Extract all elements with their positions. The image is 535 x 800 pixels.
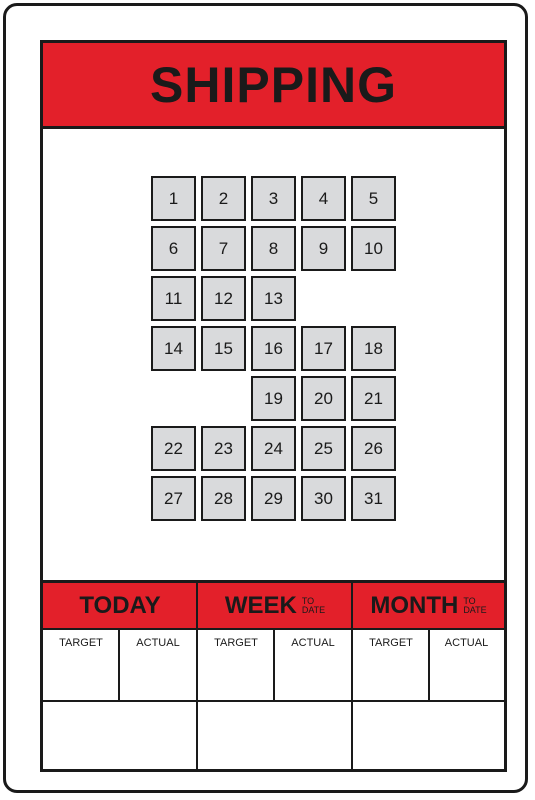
section-week-cells (198, 630, 352, 702)
section-week-label: WEEK (224, 591, 297, 619)
calendar-day: 24 (251, 426, 296, 471)
month-to-label: TO (463, 595, 476, 606)
month-date-label: DATE (463, 604, 487, 615)
calendar-day: 28 (201, 476, 246, 521)
calendar-day: 21 (351, 376, 396, 421)
today-actual-label: ACTUAL (136, 637, 180, 649)
calendar-day: 11 (151, 276, 196, 321)
section-today-label: TODAY (79, 591, 161, 619)
calendar-day: 2 (201, 176, 246, 221)
calendar-day: 12 (201, 276, 246, 321)
week-actual-label: ACTUAL (291, 637, 335, 649)
calendar-day: 25 (301, 426, 346, 471)
calendar-day: 23 (201, 426, 246, 471)
week-to-date-note (302, 597, 325, 615)
month-target-label: TARGET (369, 637, 413, 649)
month-actual-label: ACTUAL (444, 637, 489, 649)
calendar-day: 15 (201, 326, 246, 371)
month-to-date-note (463, 597, 486, 615)
calendar-day: 16 (251, 326, 296, 371)
calendar-day: 4 (301, 176, 346, 221)
calendar-day: 9 (301, 226, 346, 271)
section-month-header (353, 583, 504, 630)
calendar-day: 19 (251, 376, 296, 421)
board-title: SHIPPING (150, 56, 397, 113)
today-target-label: TARGET (59, 637, 103, 649)
calendar-day: 3 (251, 176, 296, 221)
section-today-header (43, 583, 197, 630)
calendar-day: 5 (351, 176, 396, 221)
calendar-day: 7 (201, 226, 246, 271)
calendar-day: 6 (151, 226, 196, 271)
board-frame (40, 40, 507, 772)
shipping-board (3, 3, 528, 793)
calendar-day: 17 (301, 326, 346, 371)
section-month-label: MONTH (370, 591, 459, 619)
calendar-day: 29 (251, 476, 296, 521)
calendar-day: 14 (151, 326, 196, 371)
calendar-day: 22 (151, 426, 196, 471)
week-to-label: TO (301, 595, 315, 606)
section-week-header (198, 583, 352, 630)
week-target-label: TARGET (214, 637, 258, 649)
calendar-day: 1 (151, 176, 196, 221)
section-today (43, 583, 197, 769)
calendar-day: 13 (251, 276, 296, 321)
section-month (353, 583, 504, 769)
week-date-label: DATE (301, 604, 326, 615)
title-bar (43, 43, 504, 129)
calendar-day: 10 (351, 226, 396, 271)
calendar-day: 20 (301, 376, 346, 421)
section-today-cells (43, 630, 197, 702)
tracking-table (43, 580, 504, 769)
calendar-day: 27 (151, 476, 196, 521)
section-week (198, 583, 352, 769)
calendar-day: 18 (351, 326, 396, 371)
calendar-day: 31 (351, 476, 396, 521)
calendar-day: 8 (251, 226, 296, 271)
section-month-cells (353, 630, 504, 702)
calendar-day: 26 (351, 426, 396, 471)
calendar-day: 30 (301, 476, 346, 521)
